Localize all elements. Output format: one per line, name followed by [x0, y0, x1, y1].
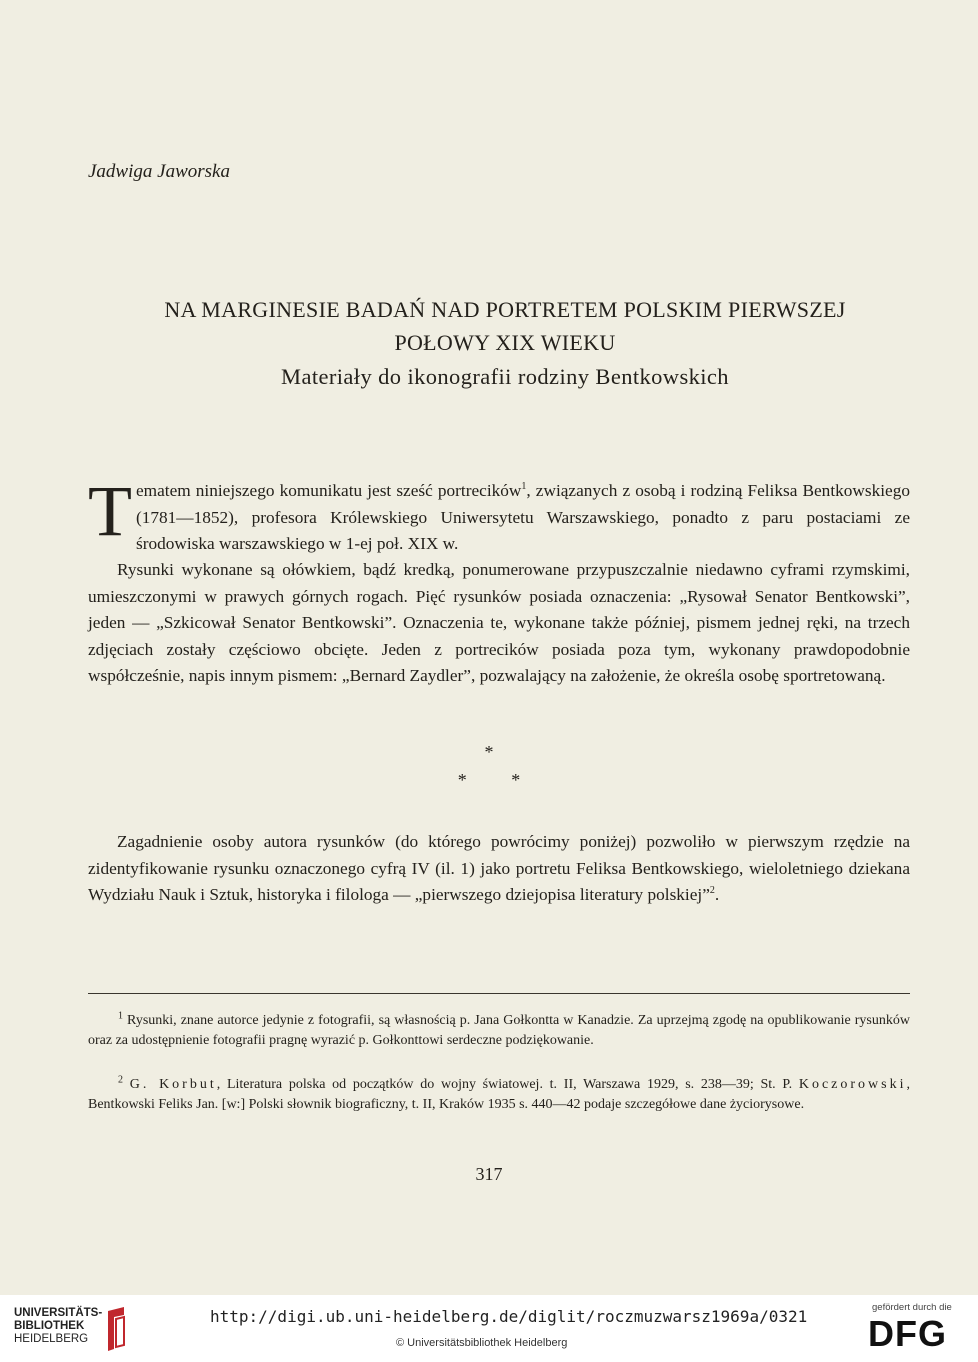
footnote-1-mark: 1 [118, 1010, 123, 1022]
footnote-1 [88, 1011, 910, 1051]
paragraph-1-text-a: ematem niniejszego komunikatu jest sześć portrecików [135, 481, 522, 500]
footnote-2-author2: Koczorowski [798, 1077, 907, 1092]
copyright-notice: © Universitätsbibliothek Heidelberg [396, 1337, 568, 1349]
footnote-1-text: Rysunki, znane autorce jedynie z fotografii, są własnością p. Jana Gołkontta w Kanadzie. Za uprzejmą zgodę na opublikowanie rysunków oraz za udostępnienie fotografii pragnę wyrazić p. Gołkonttowi serdeczne podziękowanie. [88, 1013, 910, 1048]
viewer-footer [0, 1295, 978, 1362]
dfg-logo[interactable]: DFG [868, 1313, 947, 1354]
library-name-line1: UNIVERSITÄTS- [14, 1307, 103, 1319]
paragraph-1 [88, 471, 910, 558]
paragraph-1-text-b: , związanych z osobą i rodziną Feliksa Bentkowskiego (1781—1852), profesora Królewskiego Uniwersytetu Warszawskiego, ponadto z paru postaciami ze środowiska warszawskiego w 1-ej poł. XIX w. [135, 481, 910, 553]
section-divider-bottom: * * [457, 770, 521, 790]
funded-by-label: gefördert durch die [872, 1302, 952, 1313]
footnote-ref-2: 2 [709, 885, 715, 897]
footnote-2-text1: , Literatura polska od początków do wojny światowej. t. II, Warszawa 1929, s. 238—39; St. P. [216, 1077, 799, 1092]
footnote-2 [88, 1075, 910, 1115]
paragraph-2: Rysunki wykonane są ołówkiem, bądź kredką, ponumerowane przypuszczalnie niedawno cyframi rzymskimi, umieszczonymi w prawych górnych rogach. Pięć rysunków posiada oznaczenia: „Rysował Senator Bentkowski”, jeden — „Szkicował Senator Bentkowski”. Oznaczenia te, wykonane także później, pismem jednej ręki, na trzech zdjęciach zostały częściowo obcięte. Jeden z portrecików posiada poza tym, wykonany prawdopodobnie współcześnie, napis innym pismem: „Bernard Zaydler”, pozwalający na założenie, że określa osobę sportretowaną. [88, 560, 910, 685]
footnote-ref-1: 1 [521, 481, 527, 493]
footnote-2-text2: , Bentkowski Feliks Jan. [w:] Polski słownik biograficzny, t. II, Kraków 1935 s. 440—42 podaje szczegółowe dane życiorysowe. [88, 1077, 910, 1112]
library-logo-icon [104, 1305, 128, 1353]
paragraph-3 [88, 829, 910, 909]
permalink-url[interactable]: http://digi.ub.uni-heidelberg.de/diglit/roczmuzwarsz1969a/0321 [210, 1307, 808, 1326]
article-title-line2: POŁOWY XIX WIEKU [394, 330, 616, 355]
footnote-rule [88, 993, 910, 994]
library-logo-text[interactable] [14, 1307, 102, 1346]
footnote-2-mark: 2 [118, 1074, 123, 1086]
author-name: Jadwiga Jaworska [88, 161, 230, 182]
paragraph-3-text: Zagadnienie osoby autora rysunków (do którego powrócimy poniżej) pozwoliło w pierwszym rzędzie na zidentyfikowanie rysunku oznaczonego cyfrą IV (il. 1) jako portretu Feliksa Bentkowskiego, wieloletniego dziekana Wydziału Nauk i Sztuk, historyka i filologa — „pierwszego dziejopisa literatury polskiej” [88, 832, 910, 904]
footnote-2-author1: G. Korbut [129, 1077, 217, 1092]
page-number: 317 [475, 1164, 503, 1184]
article-title-line1: NA MARGINESIE BADAŃ NAD PORTRETEM POLSKIM PIERWSZEJ [164, 297, 846, 322]
paragraph-3-end: . [714, 885, 720, 904]
library-name-line2: BIBLIOTHEK [14, 1320, 85, 1332]
section-divider-top: * [484, 742, 494, 762]
article-subtitle: Materiały do ikonografii rodziny Bentkowskich [281, 364, 729, 389]
drop-cap: T [88, 471, 132, 551]
library-name-line3: HEIDELBERG [14, 1333, 89, 1345]
